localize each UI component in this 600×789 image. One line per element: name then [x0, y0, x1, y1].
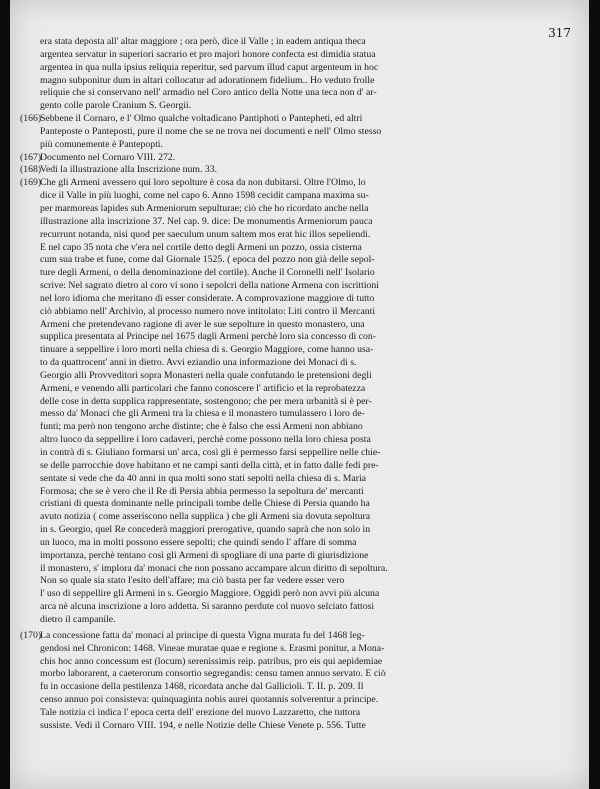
text-line: importanza, perchè tentano così gli Armeni di spogliare di una parte di giurisdizione: [40, 549, 369, 561]
text-line: era stata deposta all' altar maggiore ; ora però, dice il Valle ; in eadem antiqua theca: [40, 36, 366, 47]
text-line: delle cose in detta supplica rappresentate, sostengono; che per mera urbanità si è per-: [40, 395, 372, 407]
book-page: [10, 0, 589, 789]
text-line: magno subponitur dum in altari collocatur ad adorationem fidelium.. Ho veduto frolle: [40, 74, 375, 86]
text-line: cristiani di questa dominante nelle principali tombe delle Chiese di Persia quando ha: [40, 498, 370, 510]
text-line: gendosi nel Chronicon: 1468. Vineae muratae quae e regione s. Erasmi ponitur, a Mona-: [40, 642, 385, 654]
text-line: sentate si vede che da 40 anni in qua molti sono stati sepolti nella chiesa di s. Maria: [40, 472, 367, 484]
text-line: un luoco, ma in molti possono essere sepolti; che quindi sendo l' affare di somma: [40, 536, 357, 548]
text-line: dietro il campanile.: [40, 613, 116, 625]
text-line: Panteposte o Panteposti, pure il nome che se ne trova nei documenti e nell' Olmo stesso: [40, 125, 382, 137]
text-line: E nel capo 35 nota che v'era nel cortile detto degli Armeni un pozzo, ossia cisterna: [40, 241, 362, 253]
note-170: [20, 629, 562, 733]
text-line: dice il Valle in più luoghi, come nel capo 6. Anno 1598 cecidit campana maxima su-: [40, 190, 369, 202]
continuation-paragraph: [40, 36, 562, 113]
text-line: in contrà di s. Giuliano formarsi un' arca, così gli è permesso farsi seppellire nelle chie-: [40, 447, 381, 458]
text-line: nel loro idioma che meritano di esser considerate. A comprovazione maggiore di tutto: [40, 292, 375, 304]
text-line: avuto notizia ( come asseriscono nella supplica ) che gli Armeni sia dovuta sepoltura: [40, 511, 371, 523]
text-line: illustrazione alla inscrizione 37. Nel cap. 9. dice: De monumentis Armeniorum pauca: [40, 215, 373, 227]
text-line: tinuare a seppellire i loro morti nella chiesa di s. Georgio Maggiore, come hanno usa-: [40, 344, 374, 356]
note-number: (169): [20, 177, 42, 189]
page-number: 317: [548, 26, 571, 40]
text-line: morbo laborarent, a caeterorum consortio segregandis: censu tamen annuo servato. E ciò: [40, 668, 386, 680]
text-line: supplica presentata al Principe nel 1675 dagli Armeni perchè loro sia concesso di con-: [40, 331, 376, 343]
text-line: reliquie che si conservano nell' armadio nel Coro antico della Notte una teca non d' ar-: [40, 87, 377, 99]
text-line: messo da' Monaci che gli Armeni tra la chiesa e il monastero tumulassero i loro de-: [40, 408, 365, 420]
text-line: Formosa; che se è vero che il Re di Persia abbia permesso la sepoltura de' mercanti: [40, 485, 364, 497]
text-line: Non so quale sia stato l'esito dell'affare; ma ciò basta per far vedere esser vero: [40, 575, 345, 587]
text-line: Tale notizia ci indica l' epoca certa dell' erezione del nuovo Lazzaretto, che tuttora: [40, 706, 361, 718]
text-line: censo annuo poi consisteva: quinquaginta nobis aurei quotannis solverentur a principe.: [40, 694, 379, 706]
text-line: fu in occasione della pestilenza 1468, ricordata anche dal Gallicioli. T. II. p. 209. Il: [40, 681, 364, 693]
text-line: argentea servatur in superiori sacrario et pro majori honore confecta est dimidia statua: [40, 48, 376, 60]
text-line: Vedi la illustrazione alla Inscrizione num. 33.: [40, 164, 218, 176]
text-line: gento colle parole Cranium S. Georgii.: [40, 100, 192, 112]
text-line: cum sua trabe et fune, come dal Giornale 1525. ( epoca del pozzo non già delle sepol-: [40, 254, 375, 266]
text-line: il monastero, s' implora da' monaci che non possano accampare alcun diritto di sepoltura.: [40, 562, 388, 574]
note-169: [20, 177, 562, 627]
text-line: chis hoc anno concessum est (locum) serenissimis reip. patribus, pro eis qui aepidemiae: [40, 655, 383, 667]
text-line: Armeni, e venendo alli particolari che fanno conoscere l' artificio et la reprobatezza: [40, 382, 366, 394]
note-167: [20, 151, 562, 165]
text-line: ciò abbiamo nell' Archivio, al processo numero nove intitolato: Liti contro il Mercanti: [40, 305, 376, 317]
footnote-text-block: [20, 36, 562, 733]
text-line: recurrunt notanda, nisi quod per saeculum unum saltem mos erat hic illos sepeliendi.: [40, 228, 371, 240]
text-line: argentea in qua nulla ipsius reliquia reperitur, sed parvum illud caput argenteum in hoc: [40, 61, 379, 73]
text-line: sussiste. Vedi il Cornaro VIII. 194, e nelle Notizie delle Chiese Venete p. 556. Tutte: [40, 719, 366, 731]
text-line: ture degli Armeni, o della denominazione del cortile). Anche il Coronelli nell' Isolario: [40, 267, 375, 279]
text-line: Che gli Armeni avessero qui loro sepolture è cosa da non dubitarsi. Oltre l'Olmo, lo: [40, 177, 366, 189]
note-number: (170): [20, 629, 42, 641]
note-168: [20, 164, 562, 177]
text-line: se delle parrocchie dove habitano et ne campi santi della città, et in fatto dalle fedi pre-: [40, 459, 379, 471]
note-number: (166): [20, 113, 42, 125]
text-line: arca nè alcuna inscrizione a loro addetta. Si saranno perdute col nuovo selciato fattosi: [40, 601, 375, 613]
text-line: più comunemente è Pantepopti.: [40, 138, 163, 150]
text-line: La concessione fatta da' monaci al principe di questa Vigna murata fu del 1468 leg-: [40, 629, 365, 641]
text-line: per marmoreas lapides sub Armeniorum sepulturae; ciò che ho ricordato anche nella: [40, 202, 369, 214]
text-line: in s. Georgio, quel Re concederà maggiori prerogative, quando saprà che non solo in: [40, 524, 371, 536]
text-line: Documento nel Cornaro VIII. 272.: [40, 151, 176, 163]
note-number: (168): [20, 164, 42, 176]
text-line: funti; ma però non tengono arche distinte; che è falso che essi Armeni non abbiano: [40, 421, 363, 433]
text-line: altro luoco da seppellire i loro cadaveri, perchè come possono nella loro chiesa posta: [40, 434, 371, 446]
text-line: scrive: Nel sagrato dietro al coro vi sono i sepolcri della natione Armena con iscrittioni: [40, 280, 379, 292]
note-166: [20, 113, 562, 152]
text-line: Armeni che pretendevano ragione di aver le sue sepolture in questo monastero, una: [40, 318, 365, 330]
text-line: l' uso di seppellire gli Armeni in s. Georgio Maggiore. Oggidì però non avvi più alcuna: [40, 588, 380, 600]
note-number: (167): [20, 151, 42, 163]
text-line: Georgio alli Provveditori sopra Monasteri nella quale confutando le pretensioni degli: [40, 369, 372, 381]
text-line: Sebbene il Cornaro, e l' Olmo qualche voltadicano Pantiphoti o Pantepheti, ed altri: [40, 113, 363, 125]
text-line: to da quattrocent' anni in dietro. Avvi eziandio una informazione dei Monaci di s.: [40, 357, 357, 369]
